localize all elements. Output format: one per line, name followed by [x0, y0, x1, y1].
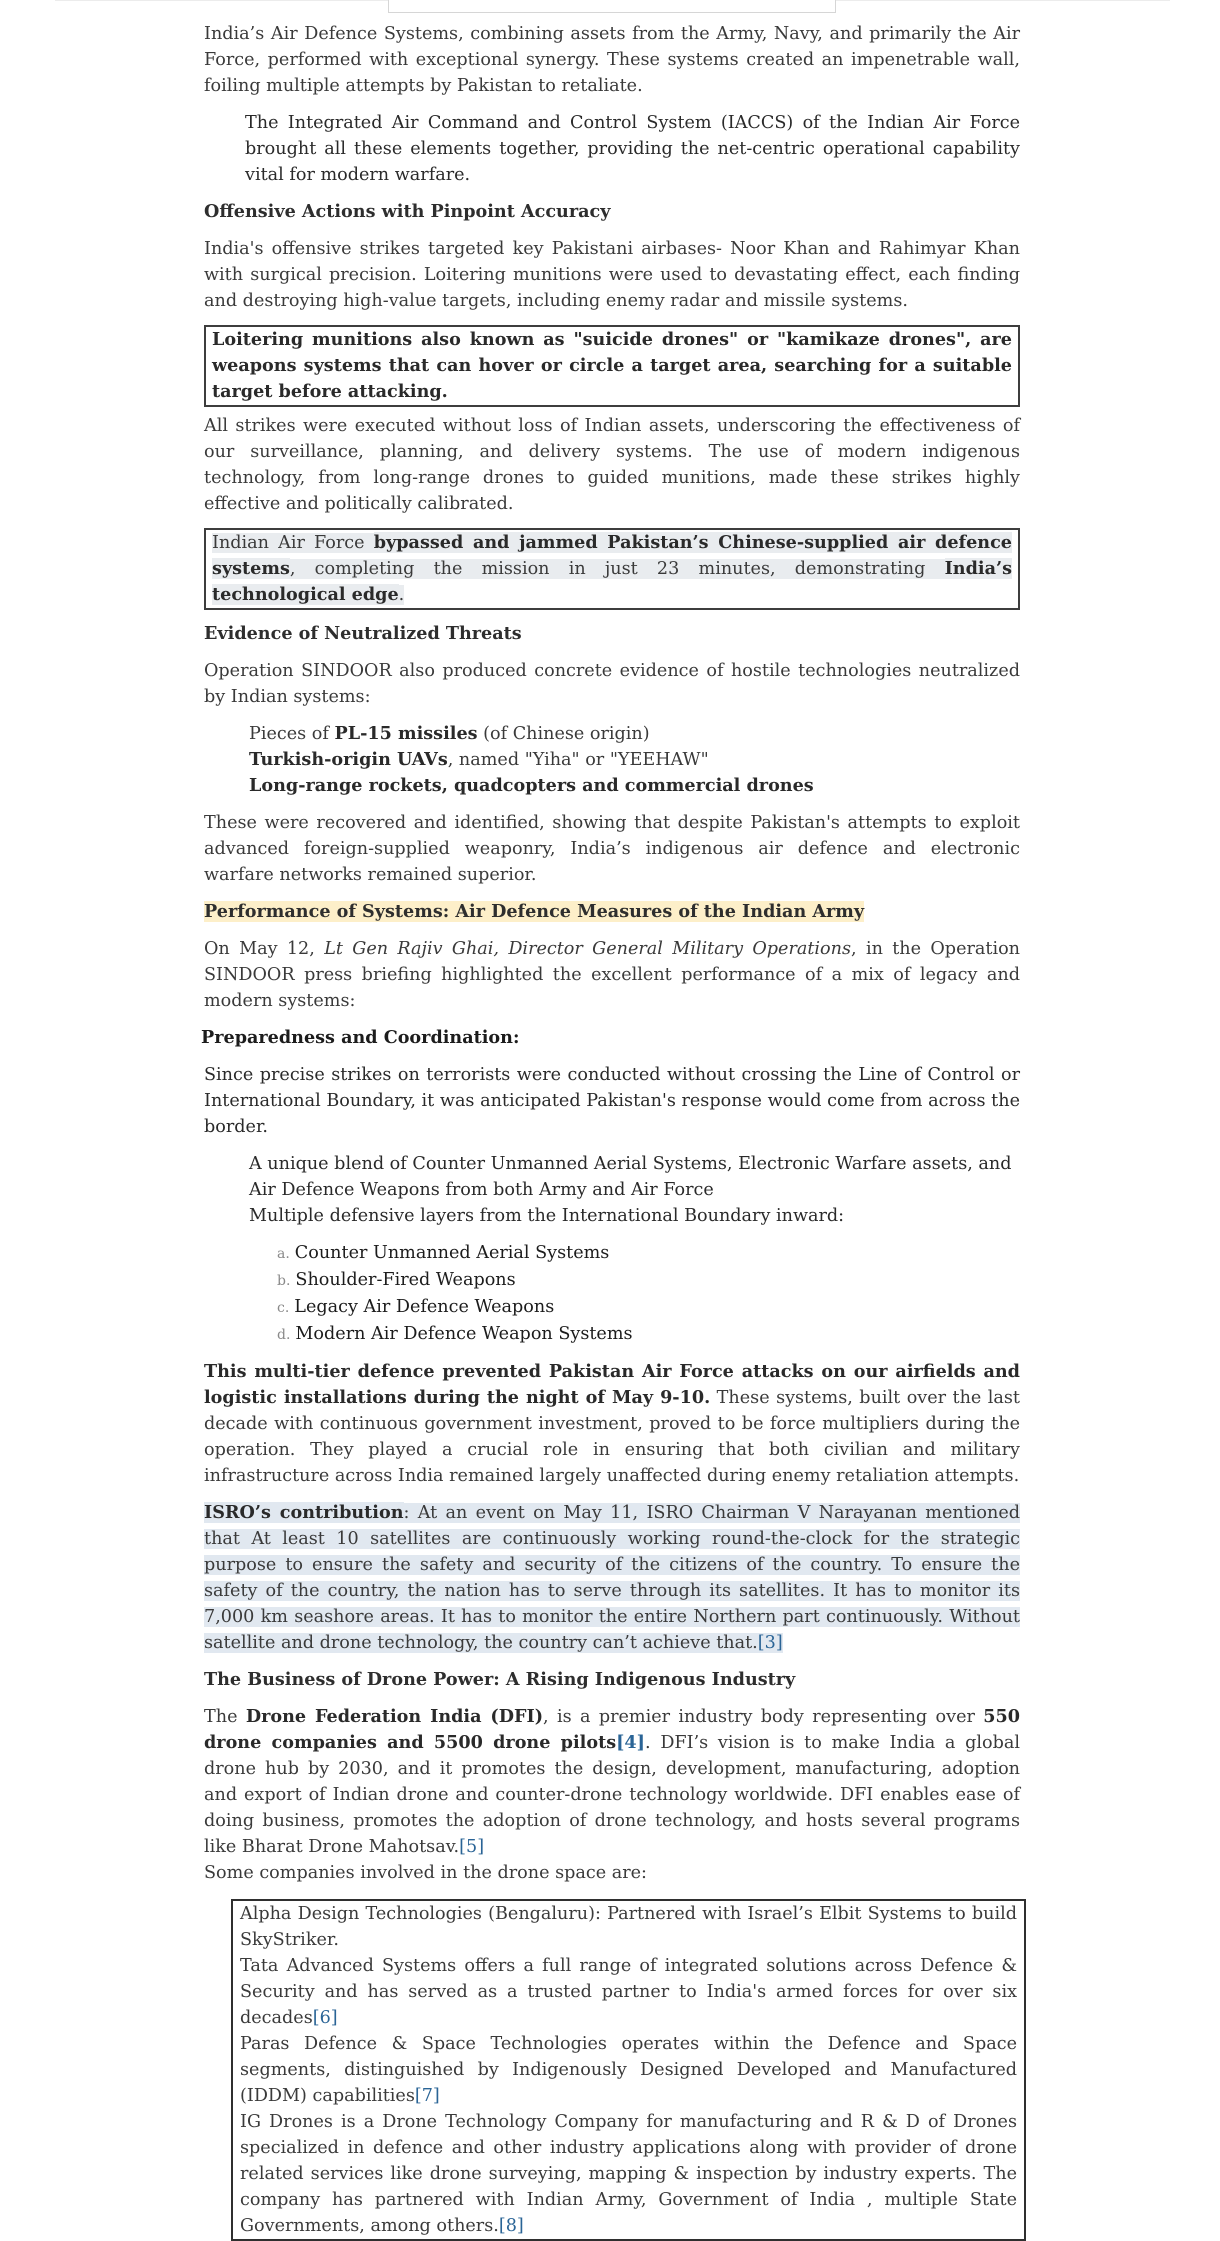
offensive-heading: Offensive Actions with Pinpoint Accuracy	[204, 201, 611, 222]
evidence-list	[204, 721, 1020, 799]
footnote-6-link[interactable]: [6]	[312, 2008, 338, 2028]
footnote-8-link[interactable]: [8]	[498, 2216, 524, 2236]
company-item: IG Drones is a Drone Technology Company for manufacturing and R & D of Drones specialized in defence and other industry applications along with provider of drone related services like drone surveying, mapping & inspection by industry experts. The company has partnered with Indian Army, Government of India , multiple State Governments, among others.[8]	[240, 2112, 1017, 2236]
companies-box	[231, 1899, 1026, 2241]
list-item: Pieces of PL-15 missiles (of Chinese origin)	[249, 723, 650, 744]
army-paragraph: On May 12, Lt Gen Rajiv Ghai, Director General Military Operations, in the Operation SINDOOR press briefing highlighted the excellent performance of a mix of legacy and modern systems:	[204, 939, 1021, 1011]
preparedness-heading: Preparedness and Coordination:	[201, 1027, 520, 1048]
air-force-callout-text: Indian Air Force bypassed and jammed Pakistan’s Chinese-supplied air defence systems, completing the mission in just 23 minutes, demonstrating India’s technological edge.	[212, 532, 1012, 605]
drone-heading: The Business of Drone Power: A Rising Indigenous Industry	[204, 1669, 796, 1690]
companies-intro: Some companies involved in the drone space are:	[204, 1863, 647, 1883]
isro-paragraph: ISRO’s contribution: At an event on May 11, ISRO Chairman V Narayanan mentioned that At least 10 satellites are continuously working round-the-clock for the strategic purpose to ensure the safety and security of the citizens of the country. To ensure the safety of the country, the nation has to serve through its satellites. It has to monitor its 7,000 km seashore areas. It has to monitor the entire Northern part continuously. Without satellite and drone technology, the country can’t achieve that.[3]	[204, 1502, 1020, 1653]
list-item: Turkish-origin UAVs, named "Yiha" or "YEEHAW"	[249, 749, 709, 770]
evidence-conclusion: These were recovered and identified, showing that despite Pakistan's attempts to exploit advanced foreign-supplied weaponry, India’s indigenous air defence and electronic warfare networks remained superior.	[204, 813, 1020, 885]
list-item: d. Modern Air Defence Weapon Systems	[277, 1324, 633, 1344]
list-item: c. Legacy Air Defence Weapons	[277, 1297, 555, 1317]
footnote-3-link[interactable]: [3]	[757, 1633, 783, 1653]
multi-tier-paragraph: This multi-tier defence prevented Pakistan Air Force attacks on our airfields and logistic installations during the night of May 9-10. These systems, built over the last decade with continuous government investment, proved to be force multipliers during the operation. They played a crucial role in ensuring that both civilian and military infrastructure across India remained largely unaffected during enemy retaliation attempts.	[204, 1361, 1020, 1486]
air-force-callout	[204, 528, 1020, 610]
offensive-paragraph: India's offensive strikes targeted key Pakistani airbases- Noor Khan and Rahimyar Khan with surgical precision. Loitering munitions were used to devastating effect, each finding and destroying high-value targets, including enemy radar and missile systems.	[204, 239, 1020, 311]
intro-paragraph: India’s Air Defence Systems, combining assets from the Army, Navy, and primarily the Air Force, performed with exceptional synergy. These systems created an impenetrable wall, foiling multiple attempts by Pakistan to retaliate.	[204, 24, 1020, 96]
defence-layers-list	[204, 1151, 1020, 1229]
preparedness-paragraph: Since precise strikes on terrorists were conducted without crossing the Line of Control or International Boundary, it was anticipated Pakistan's response would come from across the border.	[204, 1065, 1020, 1137]
list-item: a. Counter Unmanned Aerial Systems	[277, 1243, 610, 1263]
company-item: Tata Advanced Systems offers a full range of integrated solutions across Defence & Security and has served as a trusted partner to India's armed forces for over six decades[6]	[240, 1956, 1017, 2028]
company-item: Alpha Design Technologies (Bengaluru): Partnered with Israel’s Elbit Systems to build SkyStriker.	[240, 1904, 1017, 1950]
list-item: Multiple defensive layers from the International Boundary inward:	[249, 1206, 845, 1226]
loitering-munitions-callout	[204, 325, 1020, 407]
footnote-4-link[interactable]: [4]	[616, 1732, 645, 1753]
loitering-munitions-text: Loitering munitions also known as "suicide drones" or "kamikaze drones", are weapons systems that can hover or circle a target area, searching for a suitable target before attacking.	[212, 329, 1012, 402]
company-item: Paras Defence & Space Technologies operates within the Defence and Space segments, distinguished by Indigenously Designed Developed and Manufactured (IDDM) capabilities[7]	[240, 2034, 1017, 2106]
dfi-paragraph: The Drone Federation India (DFI), is a premier industry body representing over 550 drone companies and 5500 drone pilots[4]. DFI’s vision is to make India a global drone hub by 2030, and it promotes the design, development, manufacturing, adoption and export of Indian drone and counter-drone technology worldwide. DFI enables ease of doing business, promotes the adoption of drone technology, and hosts several programs like Bharat Drone Mahotsav.[5]	[204, 1706, 1020, 1857]
evidence-paragraph: Operation SINDOOR also produced concrete evidence of hostile technologies neutralized by Indian systems:	[204, 661, 1020, 707]
layers-sublist	[204, 1240, 1020, 1348]
list-item: A unique blend of Counter Unmanned Aerial Systems, Electronic Warfare assets, and Air Defence Weapons from both Army and Air Force	[249, 1154, 1012, 1200]
iaccs-paragraph: The Integrated Air Command and Control System (IACCS) of the Indian Air Force brought all these elements together, providing the net-centric operational capability vital for modern warfare.	[245, 113, 1020, 185]
list-item: Long-range rockets, quadcopters and commercial drones	[249, 775, 814, 796]
evidence-heading: Evidence of Neutralized Threats	[204, 623, 522, 644]
top-embed-frame	[388, 0, 836, 13]
army-heading: Performance of Systems: Air Defence Measures of the Indian Army	[204, 901, 865, 922]
footnote-7-link[interactable]: [7]	[414, 2086, 440, 2106]
article-body	[201, 21, 1021, 2241]
strikes-paragraph: All strikes were executed without loss of Indian assets, underscoring the effectiveness of our surveillance, planning, and delivery systems. The use of modern indigenous technology, from long-range drones to guided munitions, made these strikes highly effective and politically calibrated.	[204, 416, 1020, 514]
list-item: b. Shoulder-Fired Weapons	[277, 1270, 516, 1290]
footnote-5-link[interactable]: [5]	[459, 1837, 485, 1857]
